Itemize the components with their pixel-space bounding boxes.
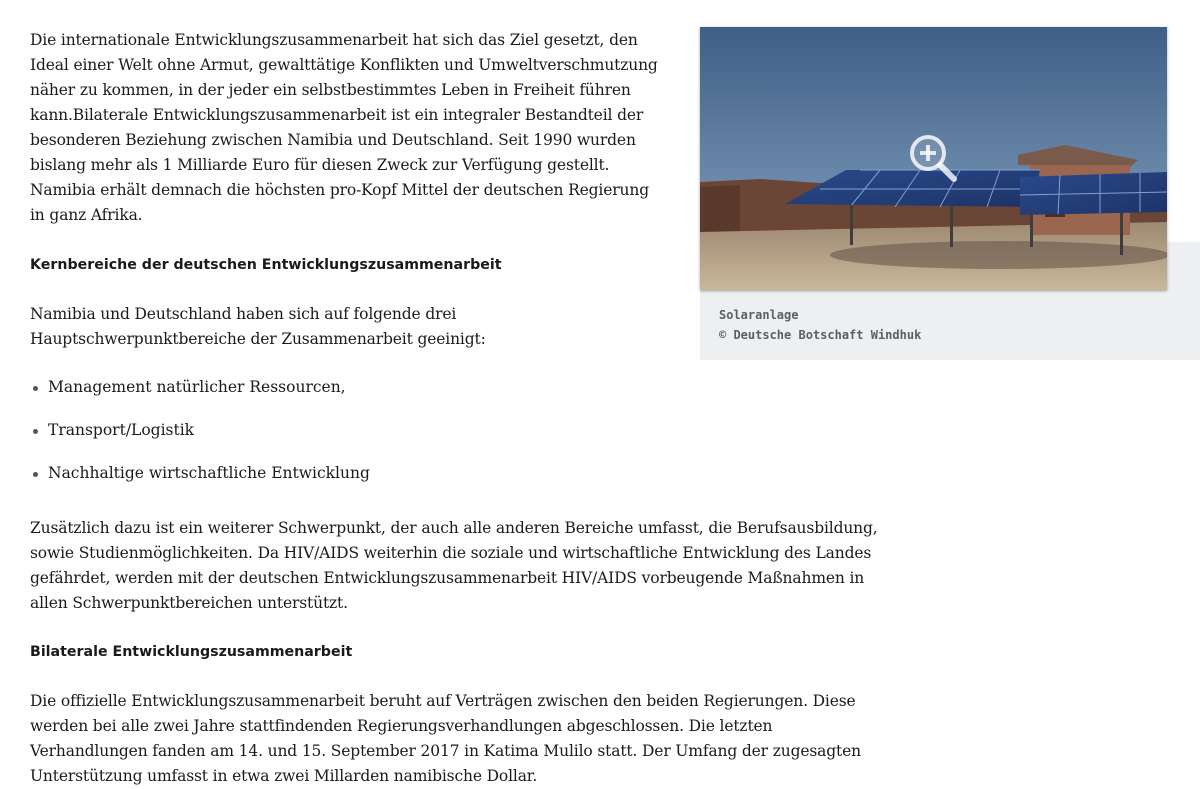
list-item-text: Transport/Logistik (48, 421, 195, 439)
focus-areas-list (30, 375, 880, 486)
list-item (30, 461, 880, 486)
figure-caption (719, 305, 921, 345)
solar-plant-image[interactable] (700, 27, 1167, 290)
bullet-icon (33, 472, 38, 477)
section-heading-bilateral: Bilaterale Entwicklungszusammenarbeit (30, 644, 353, 660)
list-item-text: Management natürlicher Ressourcen, (48, 378, 346, 396)
vocational-paragraph: Zusätzlich dazu ist ein weiterer Schwerpunkt, der auch alle anderen Bereiche umfasst, die Berufsausbildung, sowie Studienmöglichkeiten. Da HIV/AIDS weiterhin die soziale und wirtschaftliche Entwicklung des Landes gefährdet, werden mit der deutschen Entwicklungszusammenarbeit HIV/AIDS vorbeugende Maßnahmen in allen Schwerpunktbereichen unterstützt. (30, 519, 878, 612)
intro-paragraph: Die internationale Entwicklungszusammenarbeit hat sich das Ziel gesetzt, den Ideal einer Welt ohne Armut, gewalttätige Konflikten und Umweltverschmutzung näher zu kommen, in der jeder ein selbstbestimmtes Leben in Freiheit führen kann.Bilaterale Entwicklungszusammenarbeit ist ein integraler Bestandteil der besonderen Beziehung zwischen Namibia und Deutschland. Seit 1990 wurden bislang mehr als 1 Milliarde Euro für diesen Zweck zur Verfügung gestellt. Namibia erhält demnach die höchsten pro-Kopf Mittel der deutschen Regierung in ganz Afrika. (30, 31, 658, 224)
caption-credit: © Deutsche Botschaft Windhuk (719, 328, 922, 342)
caption-title: Solaranlage (719, 308, 799, 322)
section-heading-kernbereiche: Kernbereiche der deutschen Entwicklungszusammenarbeit (30, 257, 502, 273)
bullet-icon (33, 429, 38, 434)
zoom-in-icon[interactable] (906, 131, 960, 185)
bilateral-paragraph: Die offizielle Entwicklungszusammenarbeit beruht auf Verträgen zwischen den beiden Regierungen. Diese werden bei alle zwei Jahre stattfindenden Regierungsverhandlungen abgeschlossen. Die letzten Verhandlungen fanden am 14. und 15. September 2017 in Katima Mulilo statt. Der Umfang der zugesagten Unterstützung umfasst in etwa zwei Millarden namibische Dollar. (30, 692, 861, 785)
list-item-text: Nachhaltige wirtschaftliche Entwicklung (48, 464, 370, 482)
focus-areas-paragraph: Namibia und Deutschland haben sich auf folgende drei Hauptschwerpunktbereiche der Zusammenarbeit geeinigt: (30, 305, 486, 348)
bullet-icon (33, 386, 38, 391)
list-item (30, 375, 880, 400)
list-item (30, 418, 880, 443)
